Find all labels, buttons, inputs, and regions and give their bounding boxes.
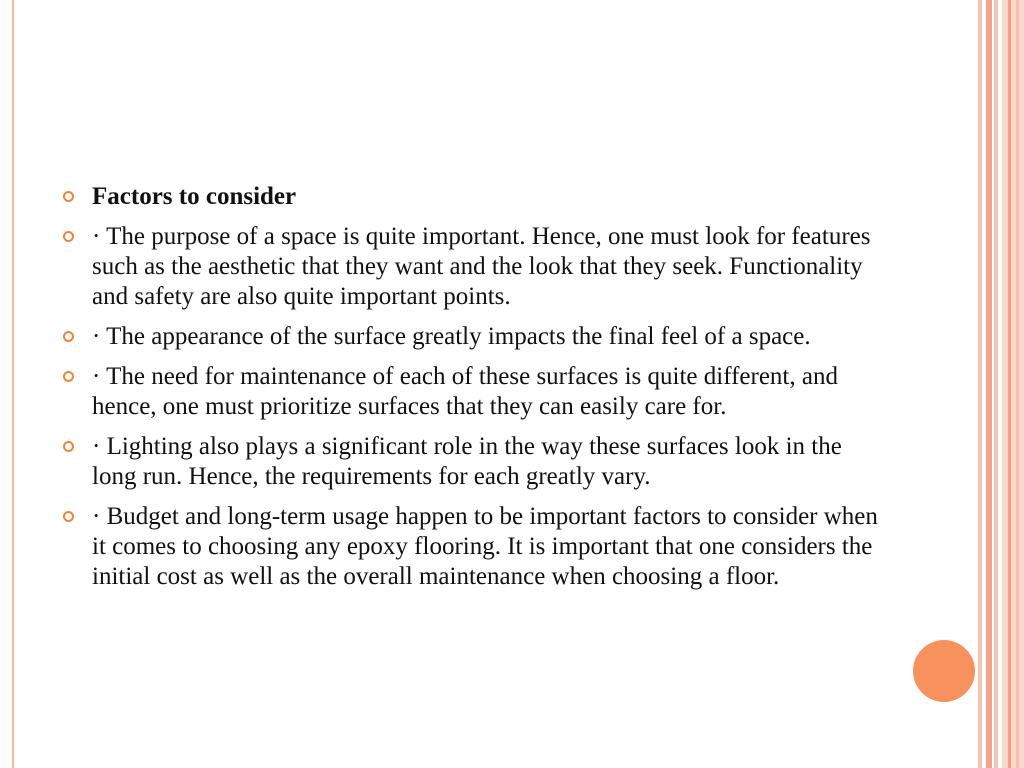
bullet-text: · The need for maintenance of each of these surfaces is quite different, and hence, one must prioritize surfaces that they can easily care for. [92,363,838,420]
right-stripe [978,0,982,768]
bullet-text: · The appearance of the surface greatly impacts the final feel of a space. [92,323,811,350]
accent-circle [913,640,975,702]
ring-bullet-icon [63,331,74,342]
list-item [63,222,883,312]
ring-bullet-icon [63,231,74,242]
list-item [63,362,883,422]
bullet-text: · Budget and long-term usage happen to be important factors to consider when it comes to choosing any epoxy flooring. It is important that one considers the initial cost as well as the overall maintenance when choosing a floor. [92,503,878,590]
list-item [63,322,883,352]
ring-bullet-icon [63,441,74,452]
right-stripe [1016,0,1019,768]
bullet-text: · Lighting also plays a significant role in the way these surfaces look in the long run. Hence, the requirements for each greatly vary. [92,433,842,490]
list-item [63,432,883,492]
bullet-list [63,182,883,602]
right-stripe [986,0,992,768]
heading-text: Factors to consider [92,183,297,210]
right-stripe [994,0,998,768]
list-item [63,502,883,592]
bullet-text: · The purpose of a space is quite important. Hence, one must look for features such as the aesthetic that they want and the look that they seek. Functionality and safety are also quite important points. [92,223,871,310]
ring-bullet-icon [63,191,74,202]
list-item [63,182,883,212]
ring-bullet-icon [63,511,74,522]
right-stripe [1002,0,1024,768]
right-stripe [1008,0,1011,768]
left-border-line [12,0,14,768]
ring-bullet-icon [63,371,74,382]
